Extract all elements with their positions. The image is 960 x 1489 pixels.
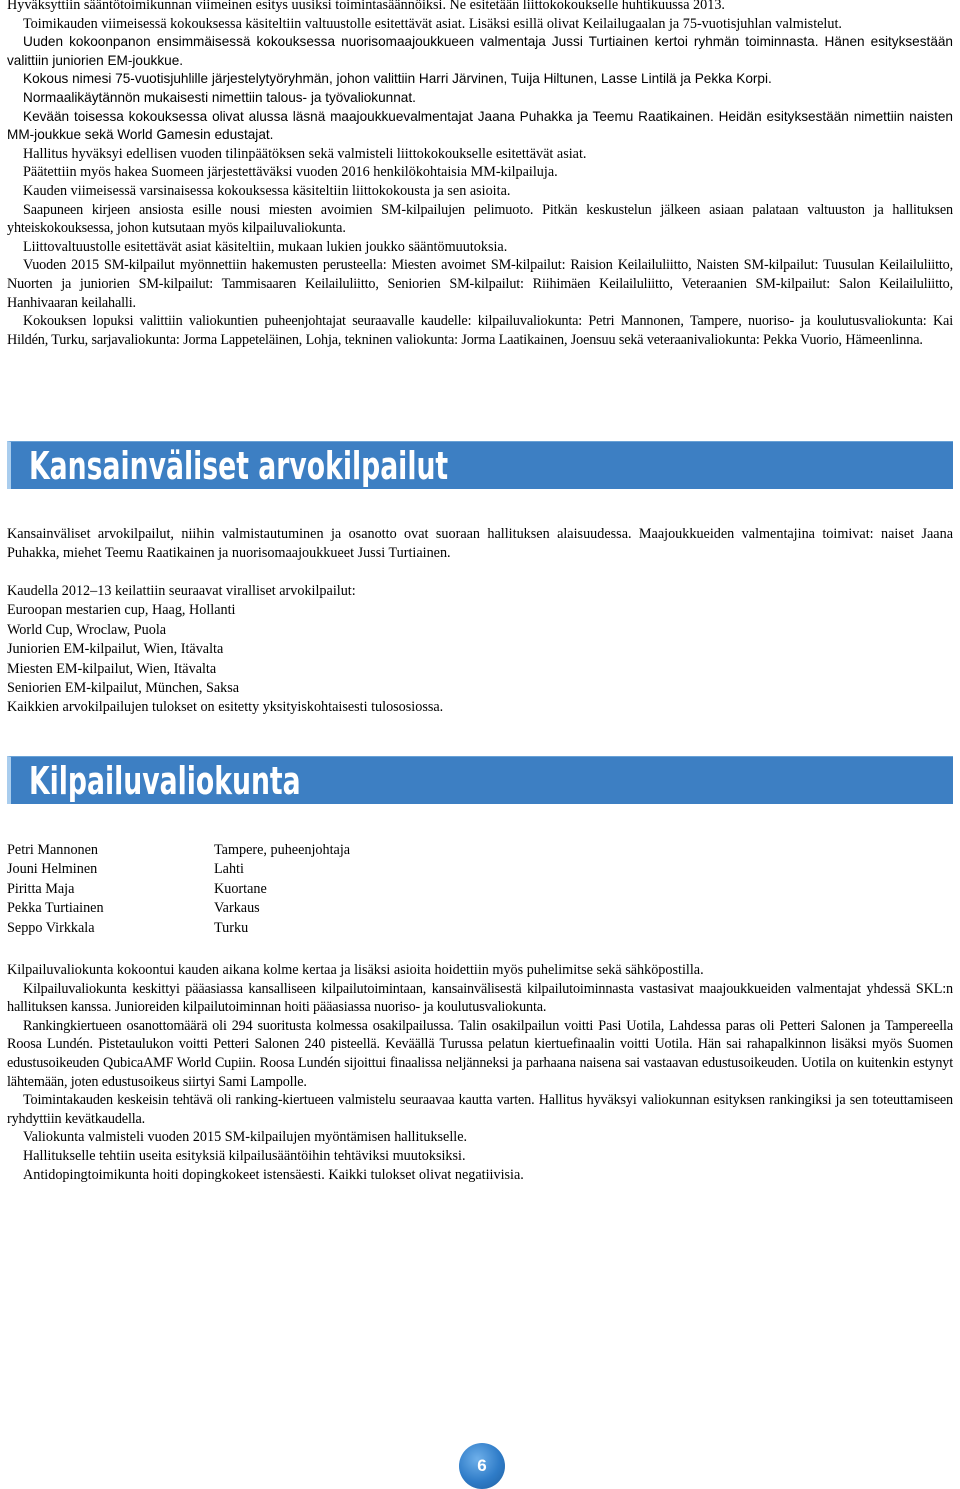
member-name: Seppo Virkkala [7,919,95,936]
paragraph: Kansainväliset arvokilpailut, niihin valmistautuminen ja osanotto ovat suoraan hallituksen alaisuudessa. Maajoukkueiden valmentajina toimivat: naiset Jaana Puhakka, miehet Teemu Raatikainen ja nuorisomaajoukkueet Jussi Turtiainen. [7,526,953,561]
member-row [7,880,507,899]
paragraph: Kevään toisessa kokouksessa olivat alussa läsnä maajoukkuevalmentajat Jaana Puhakka ja Teemu Raatikainen. Heidän esityksestään nimettiin naisten MM-joukkue sekä World Gamesin edustajat. [7,108,953,143]
member-city: Kuortane [214,880,267,897]
paragraph: Kauden viimeisessä varsinaisessa kokouksessa käsiteltiin liittokokousta ja sen asioita. [23,182,511,199]
member-row [7,841,507,860]
paragraph: Kilpailuvaliokunta kokoontui kauden aikana kolme kertaa ja lisäksi asioita hoidettiin myös puhelimitse sekä sähköpostilla. [7,962,704,978]
page-number-badge: 6 [459,1443,505,1489]
paragraph: Kilpailuvaliokunta keskittyi pääasiassa kansalliseen kilpailutoimintaan, kansainvälisestä kilpailutoiminnasta vastasivat maajoukkueiden valmentajat yhdessä SKL:n hallituksen kanssa. Junioreiden kilpailutoiminnan hoiti pääasiassa nuoriso- ja koulutusvaliokunta. [7,980,953,1016]
paragraph: Toimintakauden keskeisin tehtävä oli ranking-kiertueen valmistelu seuraavaa kautta varten. Hallitus hyväksyi valiokunnan esityksen rankingiksi ja sen toteuttamiseen ryhdyttiin kevätkaudella. [7,1092,953,1127]
paragraph: Kokous nimesi 75-vuotisjuhlille järjestelytyöryhmän, johon valittiin Harri Järvinen, Tuija Hiltunen, Lasse Lintilä ja Pekka Korpi. [23,71,772,87]
paragraph: Vuoden 2015 SM-kilpailut myönnettiin hakemusten perusteella: Miesten avoimet SM-kilpailut: Raision Keilailuliitto, Naisten SM-kilpailut: Tuusulan Keilailuliitto, Nuorten ja juniorien SM-kilpailut: Tammisaaren Keilailuliitto, Seniorien SM-kilpailut: Riihimäen Keilailuliitto, Veteraanien SM-kilpailut: Salon Keilailuliitto, Hanhivaaran keilahalli. [7,257,953,311]
international-competitions-intro [7,525,953,562]
competition-committee-section [7,961,953,1184]
member-name: Piritta Maja [7,880,75,897]
list-item: Juniorien EM-kilpailut, Wien, Itävalta [7,641,224,658]
paragraph: Kokouksen lopuksi valittiin valiokuntien puheenjohtajat seuraavalle kaudelle: kilpailuvaliokunta: Petri Mannonen, Tampere, nuoriso- ja koulutusvaliokunta: Kai Hildén, Turku, sarjavaliokunta: Jorma Lappeteläinen, Lohja, tekninen valiokunta: Jorma Laatikainen, Joensuu sekä veteraanivaliokunta: Pekka Vuorio, Hämeenlinna. [7,313,953,348]
member-name: Petri Mannonen [7,842,99,858]
paragraph: Valiokunta valmisteli vuoden 2015 SM-kilpailujen myöntämisen hallitukselle. [23,1129,468,1146]
competitions-list [7,582,953,718]
paragraph: Normaalikäytännön mukaisesti nimettiin talous- ja työvaliokunnat. [23,89,416,105]
section-heading: Kilpailuvaliokunta [29,759,301,803]
member-row [7,919,507,938]
paragraph: Antidopingtoimikunta hoiti dopingkokeet istensäesti. Kaikki tulokset olivat negatiivisia. [23,1166,524,1183]
member-city: Varkaus [214,900,260,917]
member-name: Pekka Turtiainen [7,900,104,917]
committee-members-list [7,841,507,938]
member-row [7,860,507,879]
section-heading-bar [7,441,953,489]
paragraph: Hallitukselle tehtiin useita esityksiä kilpailusääntöihin tehtäviksi muutoksiksi. [23,1147,466,1164]
list-item: Euroopan mestarien cup, Haag, Hollanti [7,602,236,619]
board-meetings-section [7,0,953,349]
paragraph: Rankingkiertueen osanottomäärä oli 294 suoritusta kolmessa osakilpailussa. Talin osakilpailun voitti Pasi Uotila, Lahdessa paras oli Petteri Salonen ja Tampereella Roosa Lundén. Pistetaulukon voitti Petteri Salonen 240 pisteellä. Keväällä Turussa pelatun kiertuefinaalin voitti Uotila. Hän sai rahapalkinnon lisäksi myös Suomen edustusoikeuden QubicaAMF World Cupiin. Roosa Lundén sijoittui finaalissa neljänneksi ja parhaana naisena sai vastaavan edustusoikeuden. Uotila on kuitenkin estynyt lähtemään, joten edustusoikeus siirtyi Sami Lampolle. [7,1017,953,1090]
list-item: Kaikkien arvokilpailujen tulokset on esitetty yksityiskohtaisesti tulososiossa. [7,699,444,716]
member-name: Jouni Helminen [7,861,98,878]
section-heading: Kansainväliset arvokilpailut [29,444,449,488]
paragraph: Saapuneen kirjeen ansiosta esille nousi miesten avoimien SM-kilpailujen pelimuoto. Pitkän keskustelun jälkeen asiaan palataan valtuuston ja hallituksen yhteiskokouksessa, johon kutsutaan myös kilpailuvaliokunta. [7,201,953,237]
member-city: Tampere, puheenjohtaja [214,842,351,858]
list-item: Miesten EM-kilpailut, Wien, Itävalta [7,660,217,677]
member-city: Lahti [214,861,244,878]
section-heading-bar [7,756,953,804]
paragraph: Päätettiin myös hakea Suomeen järjestettäväksi vuoden 2016 henkilökohtaisia MM-kilpailuja. [23,164,558,181]
member-row [7,899,507,918]
paragraph: Hallitus hyväksyi edellisen vuoden tilinpäätöksen sekä valmisteli liittokokoukselle esitettävät asiat. [23,145,587,162]
list-item: World Cup, Wroclaw, Puola [7,621,167,638]
paragraph: Liittovaltuustolle esitettävät asiat käsiteltiin, mukaan lukien joukko sääntömuutoksia. [23,238,508,255]
member-city: Turku [214,919,249,936]
paragraph: Toimikauden viimeisessä kokouksessa käsiteltiin valtuustolle esitettävät asiat. Lisäksi esillä olivat Keilailugaalan ja 75-vuotisjuhlan valmistelut. [23,15,842,32]
list-item: Seniorien EM-kilpailut, München, Saksa [7,680,240,697]
list-item: Kaudella 2012–13 keilattiin seuraavat viralliset arvokilpailut: [7,583,356,599]
paragraph: Hyväksyttiin sääntötoimikunnan viimeinen esitys uusiksi toimintasäännöiksi. Ne esitetään liittokokoukselle huhtikuussa 2013. [7,0,725,13]
paragraph: Uuden kokoonpanon ensimmäisessä kokouksessa nuorisomaajoukkueen valmentaja Jussi Turtiainen kertoi ryhmän toiminnasta. Hänen esityksestään valittiin juniorien EM-joukkue. [7,34,953,68]
